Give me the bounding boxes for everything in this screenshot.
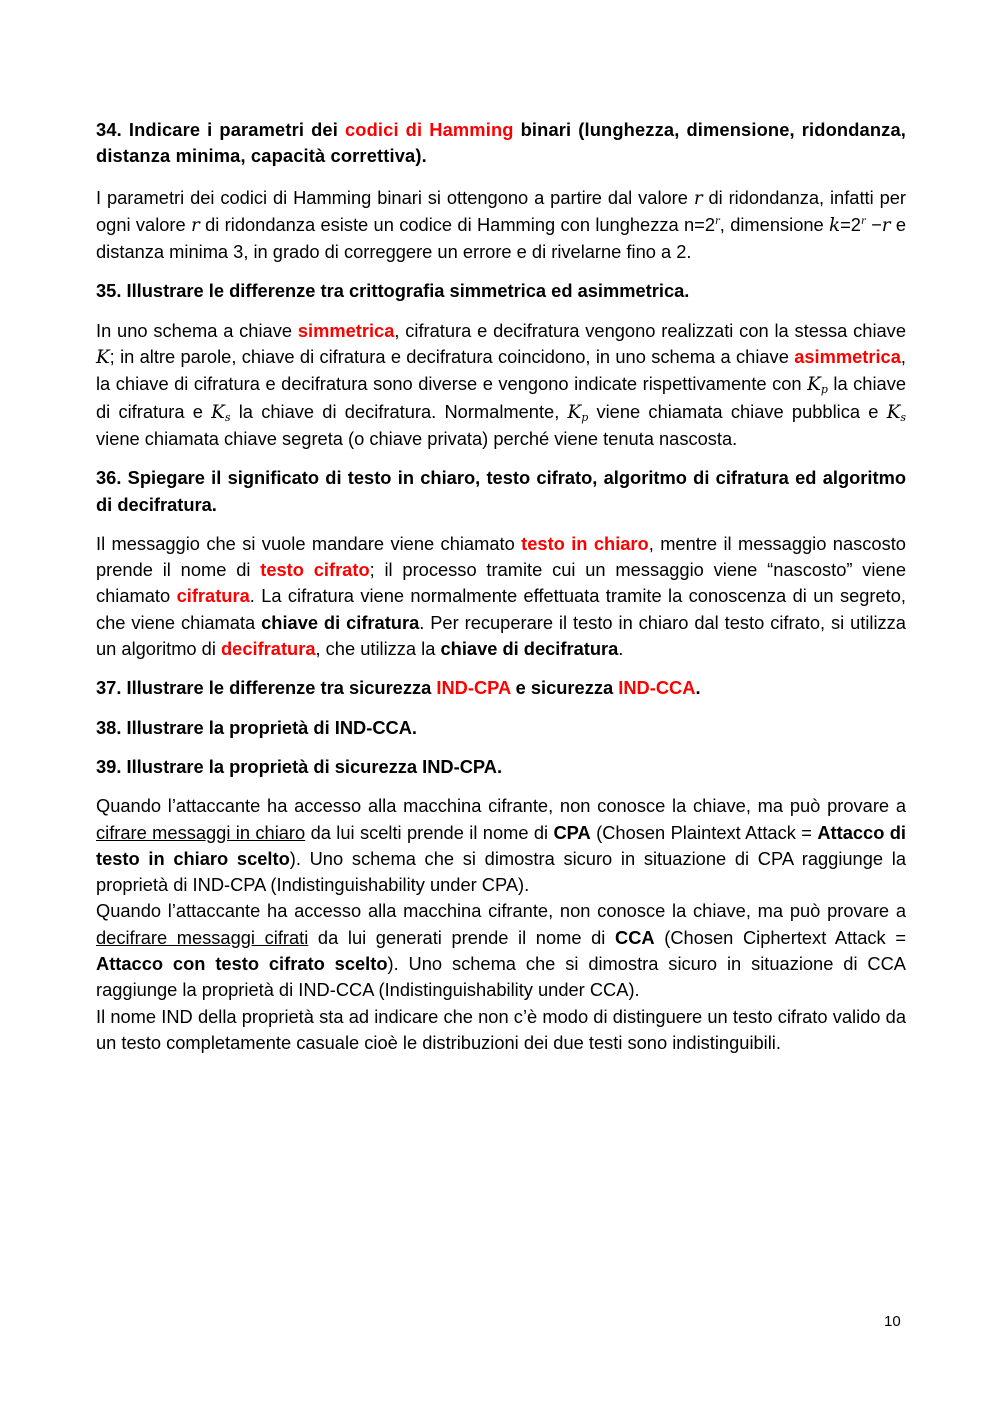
a36-highlight-testo-cifrato: testo cifrato <box>260 559 370 581</box>
a35-highlight-asimmetrica: asimmetrica <box>794 346 901 368</box>
a39-bold-cpa: CPA <box>553 821 591 843</box>
q37-text: . <box>695 677 701 699</box>
a35-text: , la chiave di cifratura e decifratura sono diverse e vengono indicate rispettivamente con <box>96 346 906 395</box>
q37-text: e sicurezza <box>510 677 619 699</box>
a35-math-K: K <box>96 347 110 369</box>
a34-text: di ridondanza, infatti per ogni valore <box>96 186 906 235</box>
a39-bold-cca: CCA <box>615 926 655 948</box>
document-page <box>96 117 906 1056</box>
a34-text: =2 <box>840 213 861 235</box>
a36-text: , che utilizza la <box>315 638 441 660</box>
a36-bold-chiave-di-decifratura: chiave di decifratura <box>440 638 619 660</box>
q34-highlight: codici di Hamming <box>344 119 514 140</box>
a35-text: la chiave di decifratura. Normalmente, <box>230 400 568 422</box>
q37-text: 37. Illustrare le differenze tra sicurezza <box>96 677 437 699</box>
a35-math-K: K <box>807 374 821 396</box>
a39-text: ). Uno schema che si dimostra sicuro in situazione di CCA raggiunge la proprietà di IND-CCA (Indistinguishability under CCA). <box>96 953 906 1001</box>
question-37-heading <box>96 675 906 701</box>
a36-highlight-cifratura: cifratura <box>176 585 250 607</box>
a35-subscript-s: s <box>900 410 907 424</box>
a36-bold-chiave-di-cifratura: chiave di cifratura <box>261 611 420 633</box>
a35-math-K: K <box>567 401 582 423</box>
a35-text: la chiave di cifratura e <box>96 373 906 422</box>
a35-math-K: K <box>886 401 901 423</box>
a35-text: In uno schema a chiave <box>96 319 298 341</box>
a35-text: ; in altre parole, chiave di cifratura e decifratura coincidono, in uno schema a chiave <box>109 346 795 368</box>
a34-text: e distanza minima 3, in grado di correggere un errore e di rivelarne fino a 2. <box>96 213 907 263</box>
answer-39-paragraph-cpa <box>96 793 906 898</box>
a39-bold-attacco-testo-cifrato: Attacco con testo cifrato scelto <box>96 953 388 975</box>
question-39-heading: 39. Illustrare la proprietà di sicurezza IND-CPA. <box>96 755 503 777</box>
a35-subscript-p: p <box>820 383 828 397</box>
a35-text: viene chiamata chiave segreta (o chiave privata) perché viene tenuta nascosta. <box>96 427 738 449</box>
q34-text-end: binari (lunghezza, dimensione, ridondanza, distanza minima, capacità correttiva). <box>96 119 906 167</box>
a39-bold-attacco-testo-chiaro: Attacco di testo in chiaro scelto <box>96 821 906 869</box>
a36-text: . Per recuperare il testo in chiaro dal testo cifrato, si utilizza un algoritmo di <box>96 611 906 660</box>
a34-text: − <box>865 213 882 235</box>
question-38-heading: 38. Illustrare la proprietà di IND-CCA. <box>96 716 418 738</box>
a39-underlined-text: cifrare messaggi in chiaro <box>96 821 306 843</box>
q37-highlight-ind-cpa: IND-CPA <box>436 677 511 699</box>
a36-text: , mentre il messaggio nascosto prende il nome di <box>96 532 906 581</box>
a35-highlight-simmetrica: simmetrica <box>297 319 395 341</box>
a34-text: I parametri dei codici di Hamming binari si ottengono a partire dal valore <box>96 186 694 208</box>
a36-highlight-testo-in-chiaro: testo in chiaro <box>521 532 649 554</box>
q34-text: 34. Indicare i parametri dei <box>96 119 345 140</box>
q37-highlight-ind-cca: IND-CCA <box>618 677 696 699</box>
a34-superscript-r: r <box>715 215 720 227</box>
a36-text: Il messaggio che si vuole mandare viene chiamato <box>96 532 522 554</box>
answer-34-paragraph <box>96 185 906 266</box>
a39-text: (Chosen Plaintext Attack = <box>590 821 818 843</box>
a34-math-r: r <box>881 214 891 236</box>
answer-36-paragraph <box>96 531 906 662</box>
a35-math-K: K <box>211 401 225 423</box>
a39-text: ). Uno schema che si dimostra sicuro in situazione di CPA raggiunge la proprietà di IND-CPA (Indistinguishability under CPA). <box>96 847 906 896</box>
a34-text: , dimensione <box>719 213 830 235</box>
answer-35-paragraph <box>96 318 906 452</box>
answer-39-paragraph-cca <box>96 898 906 1003</box>
a39-text: da lui scelti prende il nome di <box>305 821 554 843</box>
a34-superscript-r: r <box>860 215 866 227</box>
answer-39-paragraph-ind: Il nome IND della proprietà sta ad indicare che non c’è modo di distinguere un testo cifrato valido da un testo completamente casuale cioè le distribuzioni dei due testi sono indistinguibili. <box>96 1005 906 1053</box>
question-35-heading: 35. Illustrare le differenze tra crittografia simmetrica ed asimmetrica. <box>96 280 690 302</box>
a36-highlight-decifratura: decifratura <box>221 638 316 660</box>
page-number: 10 <box>884 1313 901 1330</box>
a34-math-r: r <box>693 187 703 209</box>
a36-text: ; il processo tramite cui un messaggio viene “nascosto” viene chiamato <box>96 559 906 607</box>
a35-text: , cifratura e decifratura vengono realizzati con la stessa chiave <box>394 319 906 341</box>
question-34-heading <box>96 117 906 170</box>
question-36-heading: 36. Spiegare il significato di testo in chiaro, testo cifrato, algoritmo di cifratura ed algoritmo di decifratura. <box>96 467 906 515</box>
a36-text: . <box>618 638 624 660</box>
a39-text: (Chosen Ciphertext Attack = <box>654 926 906 948</box>
a39-text: da lui generati prende il nome di <box>308 926 615 948</box>
a39-text: Quando l’attaccante ha accesso alla macchina cifrante, non conosce la chiave, ma può provare a <box>96 795 906 817</box>
a34-math-r: r <box>191 214 200 236</box>
a35-text: viene chiamata chiave pubblica e <box>588 400 887 422</box>
a39-text: Quando l’attaccante ha accesso alla macchina cifrante, non conosce la chiave, ma può provare a <box>96 900 906 922</box>
a35-subscript-s: s <box>224 410 231 424</box>
a34-text: di ridondanza esiste un codice di Hamming con lunghezza n=2 <box>199 213 716 235</box>
a39-underlined-text: decifrare messaggi cifrati <box>96 926 309 948</box>
a34-math-k: k <box>829 214 841 236</box>
a36-text: . La cifratura viene normalmente effettuata tramite la conoscenza di un segreto, che viene chiamata <box>96 585 906 633</box>
a35-subscript-p: p <box>581 410 589 424</box>
